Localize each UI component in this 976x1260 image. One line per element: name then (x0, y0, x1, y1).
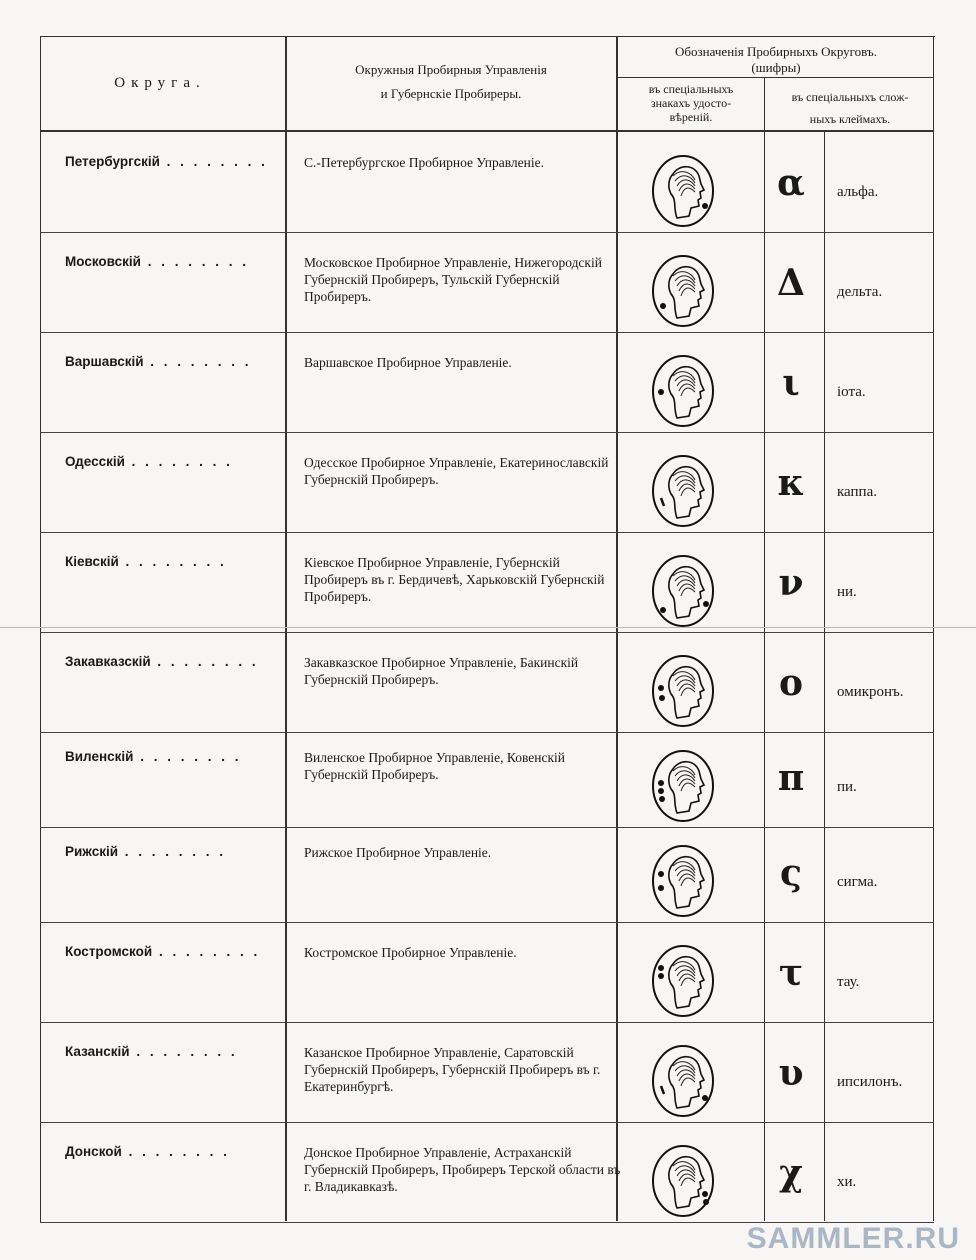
district-name (65, 654, 259, 669)
greek-letter-name: пи. (837, 779, 857, 795)
district-cipher-symbol: υ (778, 1052, 804, 1094)
district-cipher-symbol: χ (779, 1152, 803, 1194)
assay-stamp-icon (651, 354, 715, 428)
leader-dots: . . . . . . . . (159, 154, 268, 169)
assay-stamp-icon (651, 254, 715, 328)
district-cipher-symbol: ι (782, 362, 800, 404)
header-sub-certificates-line1: въ спеціальныхъ (648, 82, 734, 96)
header-designations (620, 44, 932, 76)
district-cipher-symbol: π (777, 757, 805, 799)
leader-dots: . . . . . . . . (143, 354, 252, 369)
table-row (40, 132, 934, 232)
district-cipher-symbol: ς (780, 852, 802, 894)
header-district: Округа. (114, 75, 206, 91)
office-text: Закавказское Пробирное Управленіе, Бакинскій Губернскій Пробиреръ. (304, 655, 579, 687)
scan-crease (0, 627, 976, 628)
greek-letter-name: дельта. (837, 284, 883, 300)
district-name (65, 844, 226, 859)
district-label: Казанскій (65, 1044, 130, 1059)
table-row (40, 1022, 934, 1122)
leader-dots: . . . . . . . . (124, 454, 233, 469)
assay-stamp-icon (651, 749, 715, 823)
leader-dots: . . . . . . . . (150, 654, 259, 669)
district-name (65, 749, 241, 764)
leader-dots: . . . . . . . . (118, 554, 227, 569)
greek-letter-name: сигма. (837, 874, 878, 890)
leader-dots: . . . . . . . . (140, 254, 249, 269)
table-row (40, 1122, 934, 1222)
greek-letter-name: тау. (837, 974, 860, 990)
district-name (65, 154, 268, 169)
assay-stamp-icon (651, 944, 715, 1018)
district-name (65, 354, 252, 369)
district-cipher-symbol: κ (777, 462, 805, 504)
leader-dots: . . . . . . . . (121, 1144, 230, 1159)
district-label: Виленскій (65, 749, 134, 764)
table-row (40, 922, 934, 1022)
assay-stamp-icon (651, 654, 715, 728)
district-name (65, 944, 260, 959)
header-subdivider (618, 77, 934, 78)
district-name (65, 554, 227, 569)
district-label: Донской (65, 1144, 122, 1159)
district-label: Рижскій (65, 844, 119, 859)
table-row (40, 532, 934, 632)
district-cipher-symbol: ν (778, 562, 804, 604)
district-label: Петербургскій (65, 154, 160, 169)
assay-stamp-icon (651, 1144, 715, 1218)
header-sub-certificates-line2: знакахъ удосто- (650, 96, 732, 110)
greek-letter-name: ни. (837, 584, 857, 600)
office-text: Костромское Пробирное Управленіе. (304, 945, 517, 960)
district-label: Варшавскій (65, 354, 144, 369)
district-cipher-symbol: Δ (777, 262, 805, 304)
greek-letter-name: каппа. (837, 484, 877, 500)
assay-stamp-icon (651, 844, 715, 918)
office-text: Рижское Пробирное Управленіе. (304, 845, 492, 860)
district-label: Одесскій (65, 454, 125, 469)
table-row (40, 632, 934, 732)
header-designations-line1: Обозначенія Пробирныхъ Округовъ. (675, 44, 877, 59)
header-sub-stamps (768, 86, 932, 130)
greek-letter-name: альфа. (837, 184, 879, 200)
office-text: Казанское Пробирное Управленіе, Саратовскій Губернскій Пробиреръ, Губернскій Пробиреръ въ г. Екатеринбургѣ. (304, 1045, 601, 1094)
district-name (65, 454, 233, 469)
office-text: Виленское Пробирное Управленіе, Ковенскій Губернскій Пробиреръ. (304, 750, 566, 782)
greek-letter-name: іота. (837, 384, 866, 400)
office-text: Кіевское Пробирное Управленіе, Губернскій Пробиреръ въ г. Бердичевѣ, Харьковскій Губернскій Пробиреръ. (304, 555, 605, 604)
district-label: Закавказскій (65, 654, 151, 669)
office-text: Донское Пробирное Управленіе, Астраханскій Губернскій Пробиреръ, Пробиреръ Терской области въ г. Владикавказѣ. (304, 1145, 621, 1194)
greek-letter-name: омикронъ. (837, 684, 904, 700)
header-sub-certificates-line3: вѣреній. (669, 110, 713, 124)
district-label: Московскій (65, 254, 141, 269)
header-offices-line2: и Губернскіе Пробиреры. (380, 86, 522, 101)
leader-dots: . . . . . . . . (118, 844, 227, 859)
district-name (65, 1044, 238, 1059)
table-row (40, 432, 934, 532)
leader-dots: . . . . . . . . (133, 749, 242, 764)
header-offices (290, 62, 612, 102)
table-row (40, 727, 934, 827)
table-row (40, 332, 934, 432)
district-name (65, 254, 249, 269)
office-text: Московское Пробирное Управленіе, Нижегородскій Губернскій Пробиреръ, Тульскій Губернскій Пробиреръ. (304, 255, 602, 304)
watermark: SAMMLER.RU (746, 1222, 960, 1255)
table-row (40, 822, 934, 922)
leader-dots: . . . . . . . . (129, 1044, 238, 1059)
district-cipher-symbol: τ (778, 952, 804, 994)
district-label: Кіевскій (65, 554, 119, 569)
district-label: Костромской (65, 944, 153, 959)
assay-stamp-icon (651, 454, 715, 528)
header-designations-line2: (шифры) (751, 60, 801, 75)
header-sub-stamps-line1: въ спеціальныхъ слож- (791, 90, 909, 104)
greek-letter-name: хи. (837, 1174, 857, 1190)
assay-stamp-icon (651, 154, 715, 228)
table-row (40, 232, 934, 332)
header-offices-line1: Окружныя Пробирныя Управленія (355, 62, 547, 77)
district-cipher-symbol: ο (778, 662, 803, 704)
header-sub-stamps-line2: ныхъ клеймахъ. (809, 112, 891, 126)
greek-letter-name: ипсилонъ. (837, 1074, 903, 1090)
district-name (65, 1144, 230, 1159)
office-text: С.-Петербургское Пробирное Управленіе. (304, 155, 545, 170)
header-sub-certificates (620, 82, 762, 124)
office-text: Одесское Пробирное Управленіе, Екатеринославскій Губернскій Пробиреръ. (304, 455, 609, 487)
assay-stamp-icon (651, 554, 715, 628)
assay-stamp-icon (651, 1044, 715, 1118)
leader-dots: . . . . . . . . (152, 944, 261, 959)
district-cipher-symbol: α (777, 162, 805, 204)
office-text: Варшавское Пробирное Управленіе. (304, 355, 512, 370)
